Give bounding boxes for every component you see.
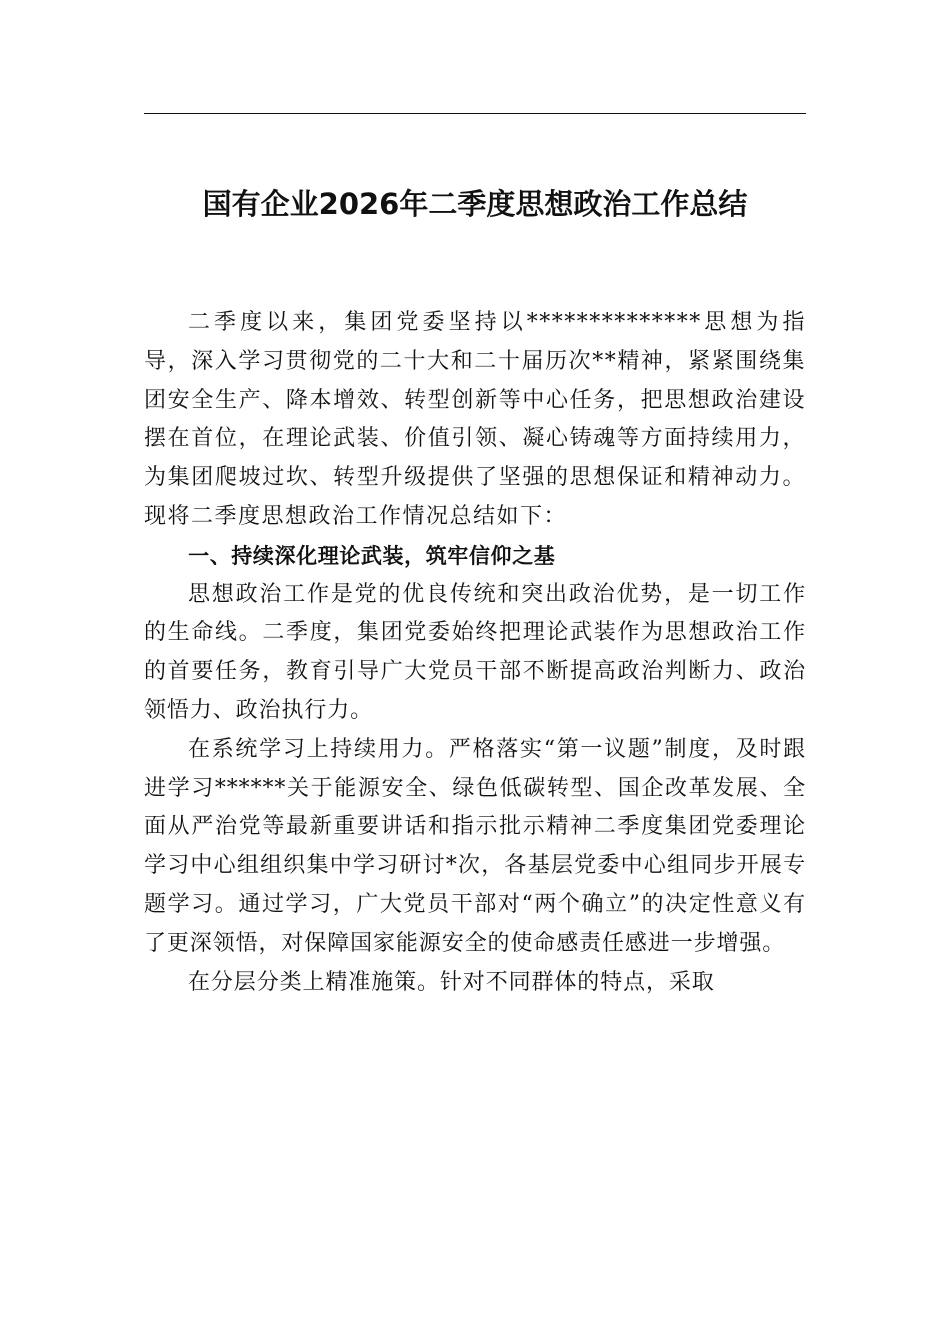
section-1-paragraph-1: 思想政治工作是党的优良传统和突出政治优势，是一切工作的生命线。二季度，集团党委始终把理论武装作为思想政治工作的首要任务，教育引导广大党员干部不断提高政治判断力、政治领悟力、政治执行力。 bbox=[144, 581, 806, 723]
header-rule bbox=[144, 113, 806, 114]
section-1-paragraph-2: 在系统学习上持续用力。严格落实“第一议题”制度，及时跟进学习******关于能源安全、绿色低碳转型、国企改革发展、全面从严治党等最新重要讲话和指示批示精神二季度集团党委理论学习中心组组织集中学习研讨*次，各基层党委中心组同步开展专题学习。通过学习，广大党员干部对“两个确立”的决定性意义有了更深领悟，对保障国家能源安全的使命感责任感进一步增强。 bbox=[144, 736, 806, 956]
document-body bbox=[144, 304, 806, 1002]
document-title: 国有企业2026年二季度思想政治工作总结 bbox=[202, 187, 748, 221]
section-heading-1: 一、持续深化理论武装，筑牢信仰之基 bbox=[188, 543, 556, 568]
section-1-paragraph-3: 在分层分类上精准施策。针对不同群体的特点，采取 bbox=[188, 969, 715, 995]
intro-paragraph: 二季度以来，集团党委坚持以**************思想为指导，深入学习贯彻党的二十大和二十届历次**精神，紧紧围绕集团安全生产、降本增效、转型创新等中心任务，把思想政治建设摆在首位，在理论武装、价值引领、凝心铸魂等方面持续用力，为集团爬坡过坎、转型升级提供了坚强的思想保证和精神动力。现将二季度思想政治工作情况总结如下： bbox=[144, 310, 806, 529]
